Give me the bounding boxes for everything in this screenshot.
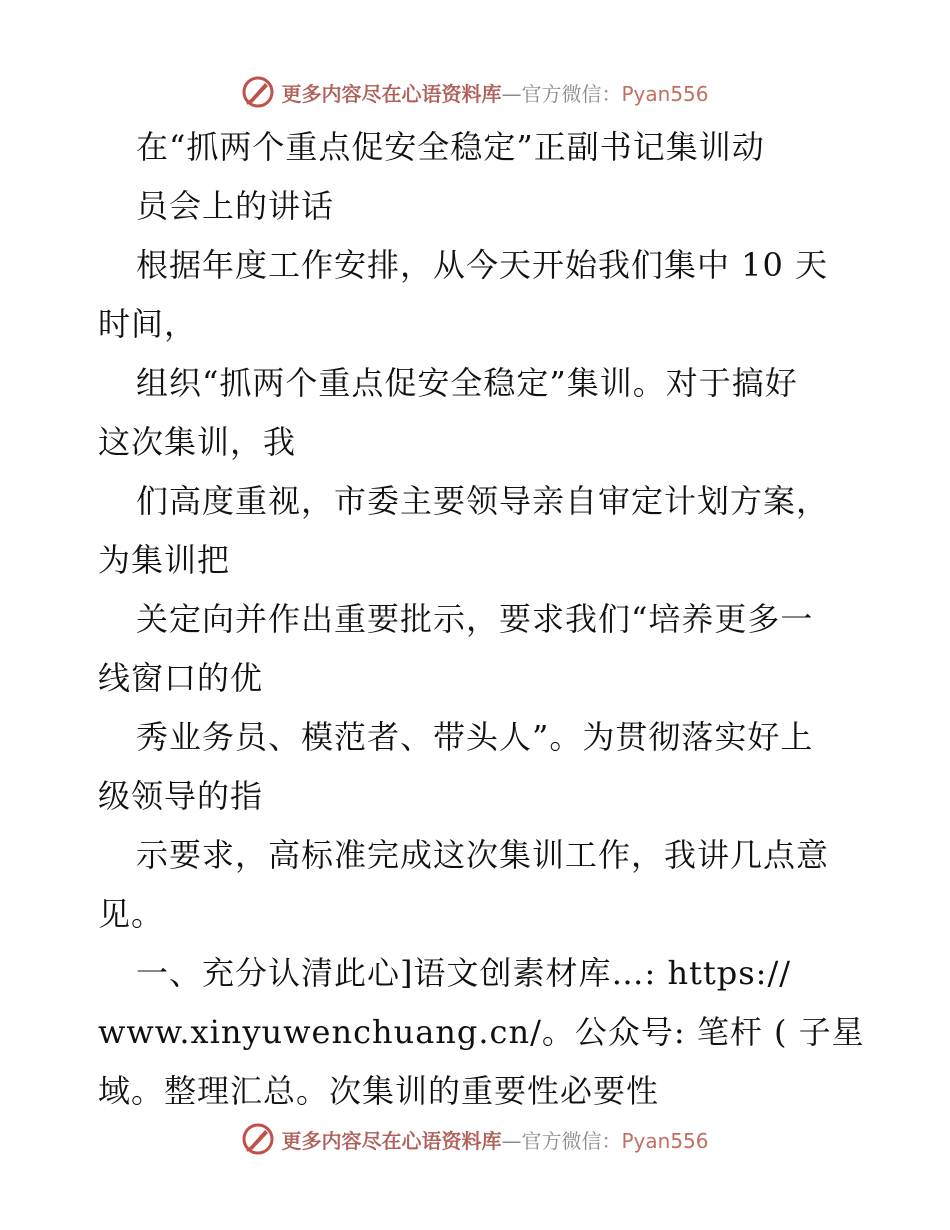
title-line-2: 员会上的讲话 bbox=[136, 187, 335, 225]
paragraph-line: 级领导的指 bbox=[98, 777, 264, 815]
paragraph-line: 组织“抓两个重点促安全稳定”集训。对于搞好 bbox=[136, 364, 798, 402]
watermark-text bbox=[281, 78, 708, 107]
paragraph-line: 线窗口的优 bbox=[98, 659, 264, 697]
footer-watermark-banner bbox=[0, 1119, 950, 1159]
watermark-sub: 官方微信： bbox=[521, 81, 622, 106]
quill-pen-logo-icon bbox=[241, 1122, 275, 1156]
paragraph-line: 域。整理汇总。次集训的重要性必要性 bbox=[98, 1072, 660, 1110]
watermark-sub: 官方微信： bbox=[521, 1128, 622, 1153]
watermark-main: 更多内容尽在心语资料库 bbox=[281, 1128, 502, 1153]
watermark-dash: — bbox=[501, 81, 522, 106]
paragraph-line: 示要求，高标准完成这次集训工作，我讲几点意 bbox=[136, 836, 830, 874]
watermark-id: Pyan556 bbox=[621, 81, 709, 106]
document-body bbox=[98, 118, 865, 1121]
watermark-main: 更多内容尽在心语资料库 bbox=[281, 81, 502, 106]
paragraph-line: 见。 bbox=[98, 895, 165, 933]
header-watermark-banner bbox=[0, 72, 950, 112]
paragraph-line: 关定向并作出重要批示，要求我们“培养更多一 bbox=[136, 600, 814, 638]
paragraph-line: 秀业务员、模范者、带头人”。为贯彻落实好上 bbox=[136, 718, 814, 756]
paragraph-line: 们高度重视，市委主要领导亲自审定计划方案， bbox=[136, 482, 830, 520]
watermark-text bbox=[281, 1125, 708, 1154]
paragraph-line: www.xinyuwenchuang.cn/。公众号: 笔杆 ( 子星 bbox=[98, 1013, 865, 1051]
quill-pen-logo-icon bbox=[241, 75, 275, 109]
watermark-id: Pyan556 bbox=[621, 1128, 709, 1153]
paragraph-line: 一、充分认清此心]语文创素材库…: https:// bbox=[136, 954, 792, 992]
paragraph-line: 根据年度工作安排，从今天开始我们集中 10 天 bbox=[136, 246, 829, 284]
title-line-1: 在“抓两个重点促安全稳定”正副书记集训动 bbox=[136, 128, 765, 166]
paragraph-line: 这次集训，我 bbox=[98, 423, 297, 461]
paragraph-line: 为集训把 bbox=[98, 541, 231, 579]
watermark-dash: — bbox=[501, 1128, 522, 1153]
paragraph-line: 时间， bbox=[98, 305, 198, 343]
